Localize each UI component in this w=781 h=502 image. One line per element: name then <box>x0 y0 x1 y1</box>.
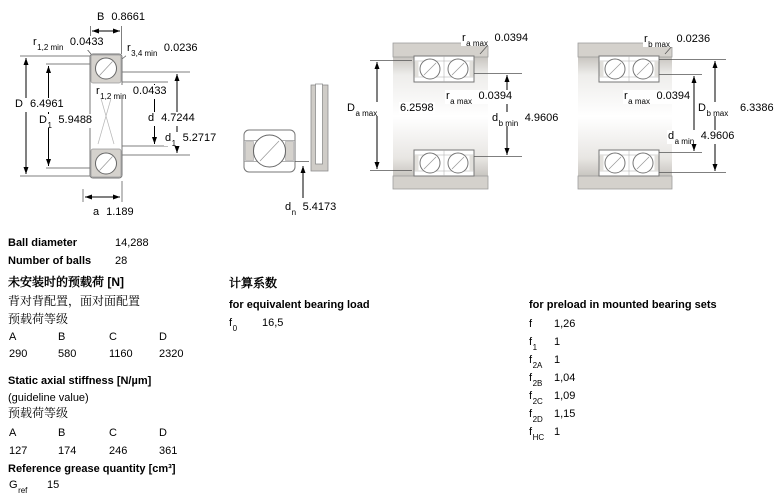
preload-value-b: 580 <box>58 348 77 360</box>
dim-r12-min-top: $r_{1,2 min}$ 0.0433 <box>33 36 104 53</box>
stiffness-header-d: D <box>159 427 167 439</box>
factor-f2b-symbol: $f_{2B}$ <box>529 372 543 389</box>
dim-width-B: B 0.8661 <box>96 11 146 25</box>
factor-fhc-symbol: $f_{HC}$ <box>529 426 545 443</box>
grease-symbol: $G_{ref}$ <box>9 479 28 496</box>
factor-f1-value: 1 <box>554 336 561 348</box>
factor-f2a-value: 1 <box>554 354 561 366</box>
preload-header-d: D <box>159 331 167 343</box>
f0-value: 16,5 <box>262 317 284 329</box>
stiffness-value-d: 361 <box>159 445 178 457</box>
stiffness-value-b: 174 <box>58 445 77 457</box>
dim-rb-max: $r_{b max}$ 0.0236 <box>644 33 711 50</box>
calc-factors-title: 计算系数 <box>229 276 278 290</box>
dim-shoulder-diameter-D1: $D_1$ 5.9488 <box>39 114 93 131</box>
stiffness-value-c: 246 <box>109 445 128 457</box>
grease-title: Reference grease quantity [cm³] <box>8 463 176 475</box>
dim-Da-max-label: $D_{a max}$ <box>347 102 378 119</box>
ball-diameter-value: 14,288 <box>115 237 149 249</box>
dim-Db-max-label: $D_{b max}$ <box>698 102 729 119</box>
preload-value-d: 2320 <box>159 348 184 360</box>
preload-class-label: 预载荷等级 <box>8 312 69 326</box>
dim-da-min: $d_{a min}$ 4.9606 <box>668 130 735 147</box>
dim-r12-min-mid: $r_{1,2 min}$ 0.0433 <box>96 85 167 102</box>
dim-r34-min: $r_{3,4 min}$ 0.0236 <box>127 42 198 59</box>
factor-f1-symbol: $f_1$ <box>529 336 538 353</box>
dim-Db-max-value: 6.3386 <box>740 102 774 114</box>
factor-fhc-value: 1 <box>554 426 561 438</box>
preload-unmounted-title: 未安装时的预载荷 [N] <box>8 275 124 289</box>
grease-value: 15 <box>47 479 60 491</box>
stiffness-class-label: 预载荷等级 <box>8 406 69 420</box>
stiffness-title: Static axial stiffness [N/µm] <box>8 375 152 387</box>
factor-f2d-symbol: $f_{2D}$ <box>529 408 543 425</box>
preload-header-a: A <box>9 331 17 343</box>
dim-contact-distance-a: a 1.189 <box>92 206 135 220</box>
dim-shoulder-diameter-d1: $d_1$ 5.2717 <box>165 132 217 149</box>
stiffness-header-b: B <box>58 427 66 439</box>
dim-outer-diameter-D: D 6.4961 <box>14 98 65 112</box>
dim-ra-max-mid: $r_{a max}$ 0.0394 <box>446 90 513 107</box>
dim-db-min: $d_{b min}$ 4.9606 <box>492 112 559 129</box>
factor-f2c-value: 1,09 <box>554 390 576 402</box>
factor-f2c-symbol: $f_{2C}$ <box>529 390 543 407</box>
stiffness-value-a: 127 <box>9 445 28 457</box>
stiffness-header-c: C <box>109 427 117 439</box>
dim-bore-diameter-d: d 4.7244 <box>147 112 196 126</box>
dim-Da-max-value: 6.2598 <box>400 102 434 114</box>
number-of-balls-value: 28 <box>115 255 128 267</box>
preload-header-b: B <box>58 331 66 343</box>
factor-f2b-value: 1,04 <box>554 372 576 384</box>
stiffness-note: (guideline value) <box>8 392 89 404</box>
dim-dn: $d_n$ 5.4173 <box>285 201 337 218</box>
number-of-balls-label: Number of balls <box>8 255 92 267</box>
f0-symbol: $f_0$ <box>229 317 238 334</box>
factor-f2d-value: 1,15 <box>554 408 576 420</box>
factor-f2a-symbol: $f_{2A}$ <box>529 354 543 371</box>
factor-f-symbol: f <box>529 318 533 330</box>
stiffness-header-a: A <box>9 427 17 439</box>
factor-f-value: 1,26 <box>554 318 576 330</box>
ball-diameter-label: Ball diameter <box>8 237 78 249</box>
preload-value-a: 290 <box>9 348 28 360</box>
calc-factors-subtitle: for equivalent bearing load <box>229 299 370 311</box>
preload-header-c: C <box>109 331 117 343</box>
preload-factors-title: for preload in mounted bearing sets <box>529 299 717 311</box>
preload-arrangement: 背对背配置，面对面配置 <box>8 294 141 308</box>
dim-ra-max-top: $r_{a max}$ 0.0394 <box>462 32 529 49</box>
preload-value-c: 1160 <box>109 348 133 360</box>
dim-ra-max-right: $r_{a max}$ 0.0394 <box>624 90 691 107</box>
